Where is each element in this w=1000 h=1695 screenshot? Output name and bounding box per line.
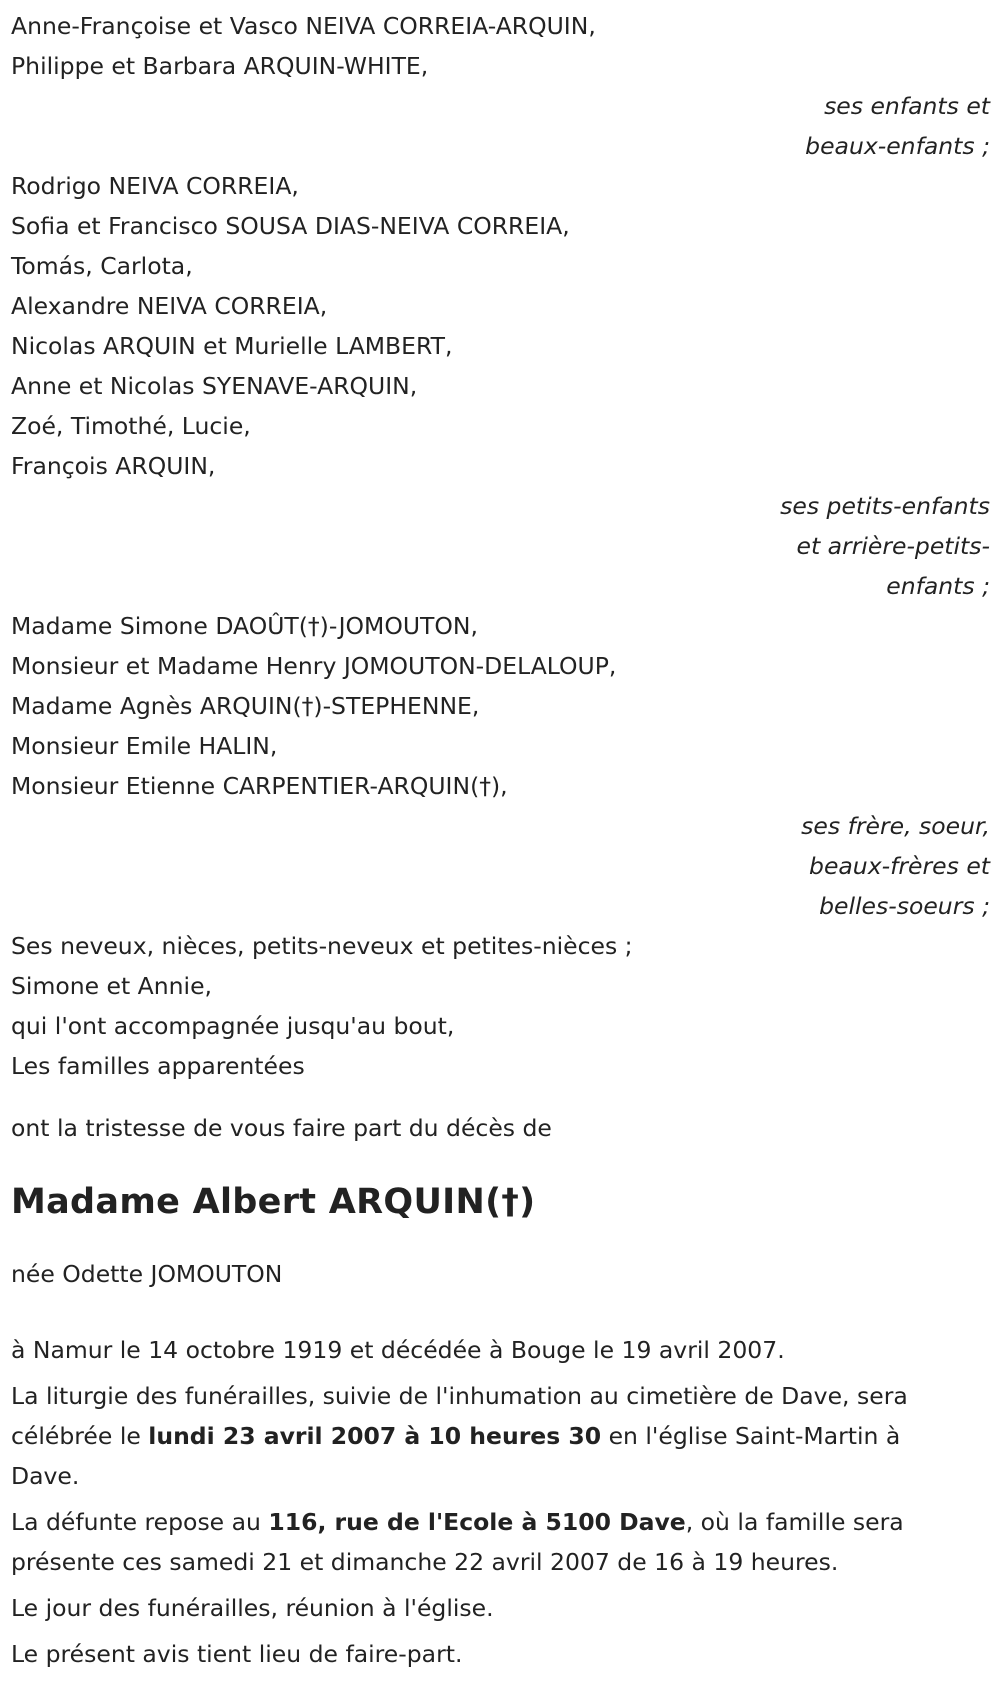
grandchildren-block <box>11 166 1000 606</box>
liturgy-text: La liturgie des funérailles, suivie de l'inhumation au cimetière de Dave, sera célébrée le <box>11 1382 908 1450</box>
other-relatives-line: Simone et Annie, <box>11 972 213 1000</box>
children-name-line: Philippe et Barbara ARQUIN-WHITE, <box>11 52 429 80</box>
repose-address: 116, rue de l'Ecole à 5100 Dave <box>268 1508 686 1536</box>
siblings-name-line: Madame Simone DAOÛT(†)-JOMOUTON, <box>11 612 478 640</box>
grandchildren-name-line: Rodrigo NEIVA CORREIA, <box>11 172 299 200</box>
children-role-line: beaux-enfants ; <box>805 132 990 160</box>
grandchildren-role-line: enfants ; <box>886 572 990 600</box>
repose-visiting-hours: , où la famille sera présente ces samedi 21 et dimanche 22 avril 2007 de 16 à 19 heures. <box>11 1508 904 1576</box>
maiden-name: née Odette JOMOUTON <box>11 1260 283 1288</box>
grandchildren-name-line: Anne et Nicolas SYENAVE-ARQUIN, <box>11 372 418 400</box>
siblings-role-line: ses frère, soeur, <box>801 812 990 840</box>
other-relatives-line: Ses neveux, nièces, petits-neveux et petites-nièces ; <box>11 932 633 960</box>
announcement-intro: ont la tristesse de vous faire part du décès de <box>11 1114 552 1142</box>
children-name-line: Anne-Françoise et Vasco NEIVA CORREIA-ARQUIN, <box>11 12 596 40</box>
siblings-role-line: belles-soeurs ; <box>819 892 990 920</box>
siblings-name-line: Monsieur Emile HALIN, <box>11 732 278 760</box>
children-role-line: ses enfants et <box>824 92 990 120</box>
grandchildren-role-line: ses petits-enfants <box>780 492 990 520</box>
liturgy-location: en l'église Saint-Martin à Dave. <box>11 1422 901 1490</box>
grandchildren-name-line: Zoé, Timothé, Lucie, <box>11 412 251 440</box>
siblings-name-line: Monsieur Etienne CARPENTIER-ARQUIN(†), <box>11 772 508 800</box>
siblings-block <box>11 606 1000 926</box>
other-relatives-line: qui l'ont accompagnée jusqu'au bout, <box>11 1012 455 1040</box>
siblings-role-line: beaux-frères et <box>809 852 990 880</box>
grandchildren-name-line: Nicolas ARQUIN et Murielle LAMBERT, <box>11 332 453 360</box>
siblings-name-line: Monsieur et Madame Henry JOMOUTON-DELALOUP, <box>11 652 617 680</box>
siblings-name-line: Madame Agnès ARQUIN(†)-STEPHENNE, <box>11 692 480 720</box>
notice-note: Le présent avis tient lieu de faire-part. <box>11 1640 463 1668</box>
liturgy-date: lundi 23 avril 2007 à 10 heures 30 <box>148 1422 602 1450</box>
other-relatives-block <box>11 926 1000 1086</box>
grandchildren-name-line: François ARQUIN, <box>11 452 216 480</box>
deceased-name: Madame Albert ARQUIN(†) <box>11 1182 536 1222</box>
liturgy-paragraph <box>11 1376 971 1496</box>
children-block <box>11 6 1000 166</box>
repose-paragraph <box>11 1502 971 1582</box>
birth-death-line: à Namur le 14 octobre 1919 et décédée à Bouge le 19 avril 2007. <box>11 1336 785 1364</box>
grandchildren-name-line: Tomás, Carlota, <box>11 252 193 280</box>
grandchildren-role-line: et arrière-petits- <box>796 532 990 560</box>
grandchildren-name-line: Sofia et Francisco SOUSA DIAS-NEIVA CORREIA, <box>11 212 570 240</box>
gathering-note: Le jour des funérailles, réunion à l'église. <box>11 1594 494 1622</box>
other-relatives-line: Les familles apparentées <box>11 1052 305 1080</box>
repose-text: La défunte repose au <box>11 1508 269 1536</box>
grandchildren-name-line: Alexandre NEIVA CORREIA, <box>11 292 328 320</box>
